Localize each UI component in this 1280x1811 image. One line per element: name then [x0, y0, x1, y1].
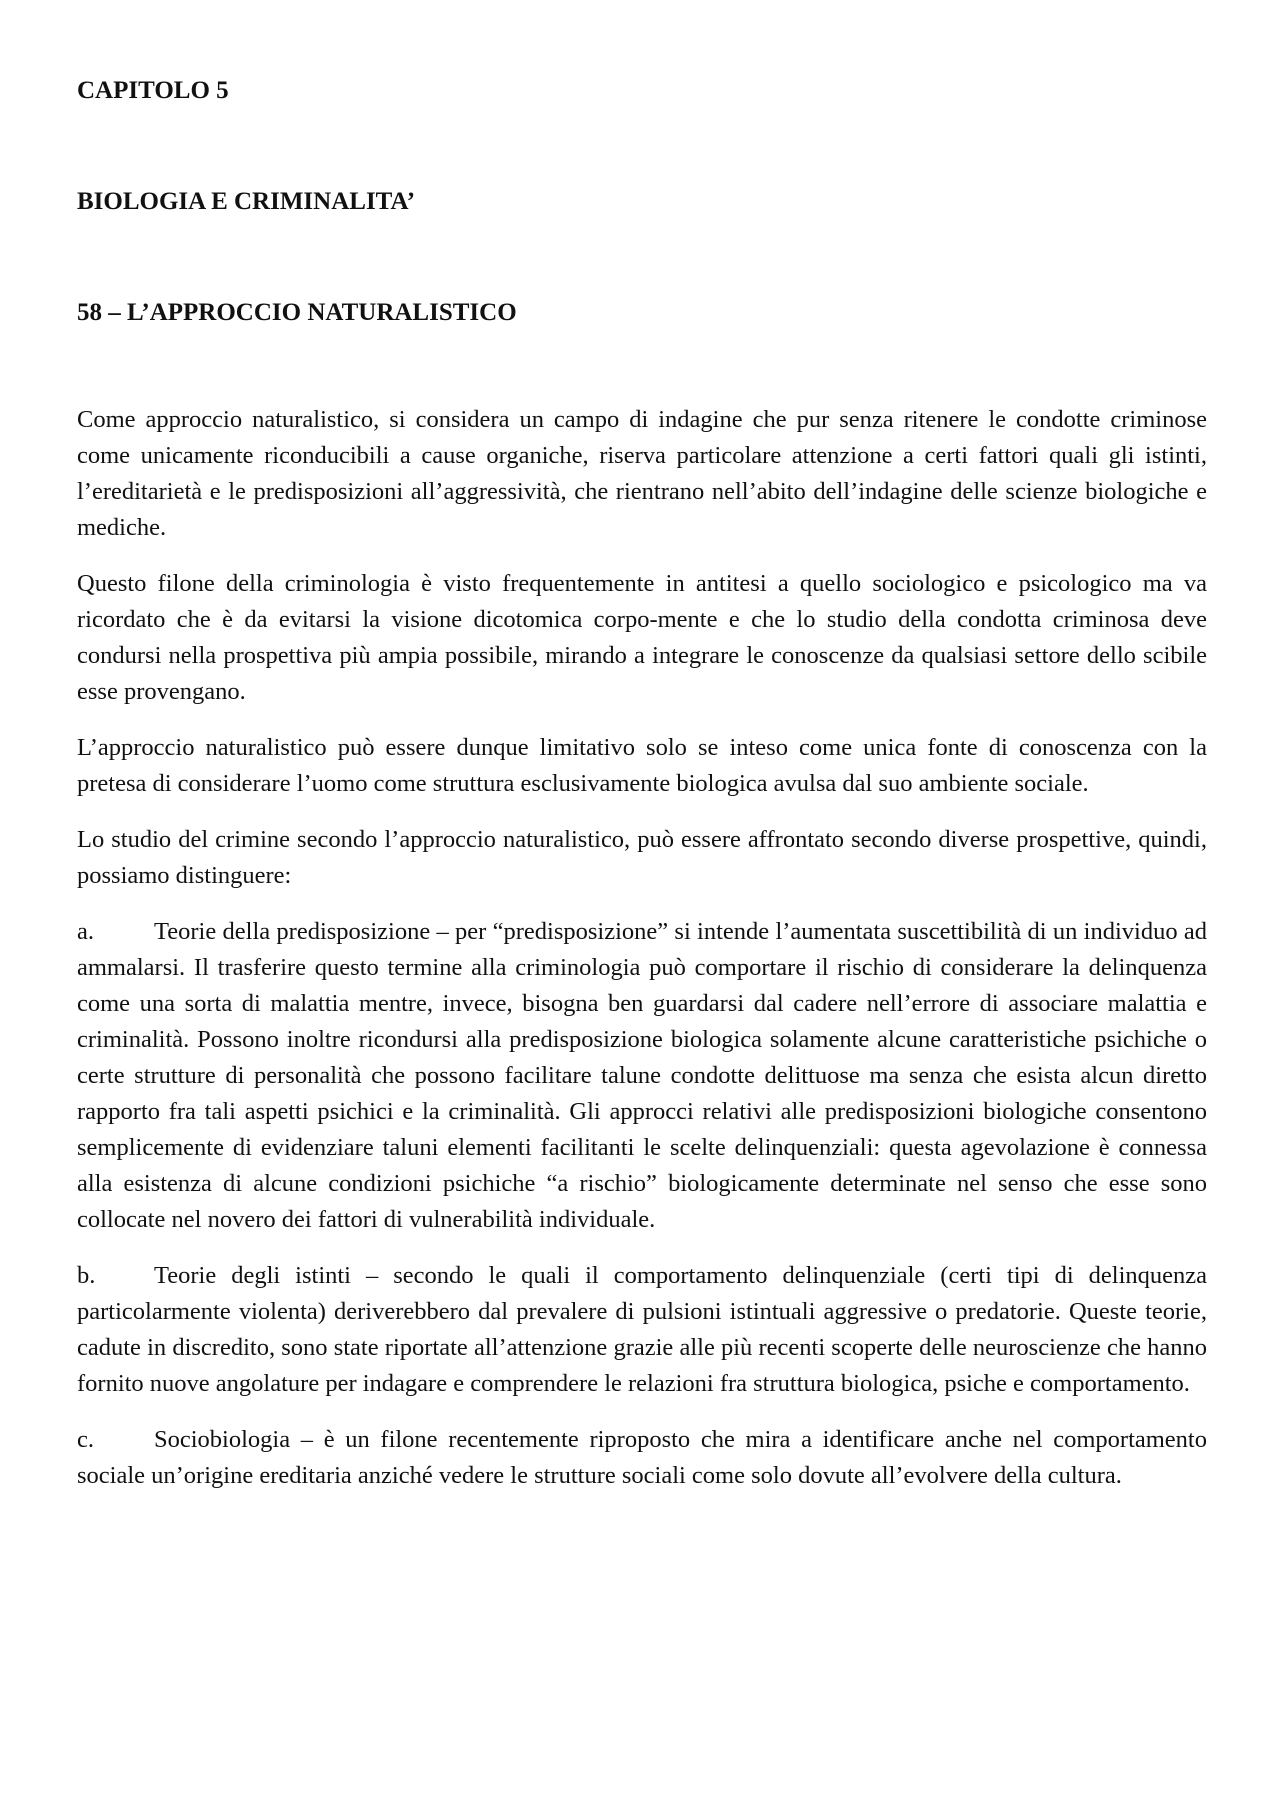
list-item-letter: c.: [77, 1426, 94, 1453]
paragraph: Lo studio del crimine secondo l’approccio naturalistico, può essere affrontato secondo diverse prospettive, quindi, possiamo distinguere:: [77, 826, 1207, 889]
paragraph: Come approccio naturalistico, si considera un campo di indagine che pur senza ritenere le condotte criminose come unicamente riconducibili a cause organiche, riserva particolare attenzione a certi fattori quali gli istinti, l’ereditarietà e le predisposizioni all’aggressività, che rientrano nell’abito dell’indagine delle scienze biologiche e mediche.: [77, 406, 1207, 541]
paragraph: Questo filone della criminologia è visto frequentemente in antitesi a quello sociologico e psicologico ma va ricordato che è da evitarsi la visione dicotomica corpo-mente e che lo studio della condotta criminosa deve condursi nella prospettiva più ampia possibile, mirando a integrare le conoscenze da qualsiasi settore dello scibile esse provengano.: [77, 570, 1207, 705]
list-item: [77, 1258, 1207, 1402]
list-item-text: Teorie degli istinti – secondo le quali il comportamento delinquenziale (certi tipi di delinquenza particolarmente violenta) deriverebbero dal prevalere di pulsioni istintuali aggressive o predatorie. Queste teorie, cadute in discredito, sono state riportate all’attenzione grazie alle più recenti scoperte delle neuroscienze che hanno fornito nuove angolature per indagare e comprendere le relazioni fra struttura biologica, psiche e comportamento.: [77, 1262, 1207, 1397]
list-item-text: Teorie della predisposizione – per “predisposizione” si intende l’aumentata suscettibilità di un individuo ad ammalarsi. Il trasferire questo termine alla criminologia può comportare il rischio di considerare la delinquenza come una sorta di malattia mentre, invece, bisogna ben guardarsi dal cadere nell’errore di associare malattia e criminalità. Possono inoltre ricondursi alla predisposizione biologica solamente alcune caratteristiche psichiche o certe strutture di personalità che possono facilitare talune condotte delittuose ma senza che esista alcun diretto rapporto fra tali aspetti psichici e la criminalità. Gli approcci relativi alle predisposizioni biologiche consentono semplicemente di evidenziare taluni elementi facilitanti le scelte delinquenziali: questa agevolazione è connessa alla esistenza di alcune condizioni psichiche “a rischio” biologicamente determinate nel senso che esse sono collocate nel novero dei fattori di vulnerabilità individuale.: [77, 918, 1207, 1233]
list-item: [77, 914, 1207, 1238]
list-item-letter: b.: [77, 1262, 96, 1289]
chapter-title: BIOLOGIA E CRIMINALITA’: [77, 188, 416, 215]
list-item: [77, 1422, 1207, 1494]
document-body: [77, 402, 1207, 1514]
section-heading: 58 – L’APPROCCIO NATURALISTICO: [77, 299, 517, 326]
list-item-letter: a.: [77, 918, 94, 945]
paragraph: L’approccio naturalistico può essere dunque limitativo solo se inteso come unica fonte di conoscenza con la pretesa di considerare l’uomo come struttura esclusivamente biologica avulsa dal suo ambiente sociale.: [77, 734, 1207, 797]
chapter-heading: CAPITOLO 5: [77, 77, 229, 104]
list-item-text: Sociobiologia – è un filone recentemente riproposto che mira a identificare anche nel comportamento sociale un’origine ereditaria anziché vedere le strutture sociali come solo dovute all’evolvere della cultura.: [77, 1426, 1207, 1489]
